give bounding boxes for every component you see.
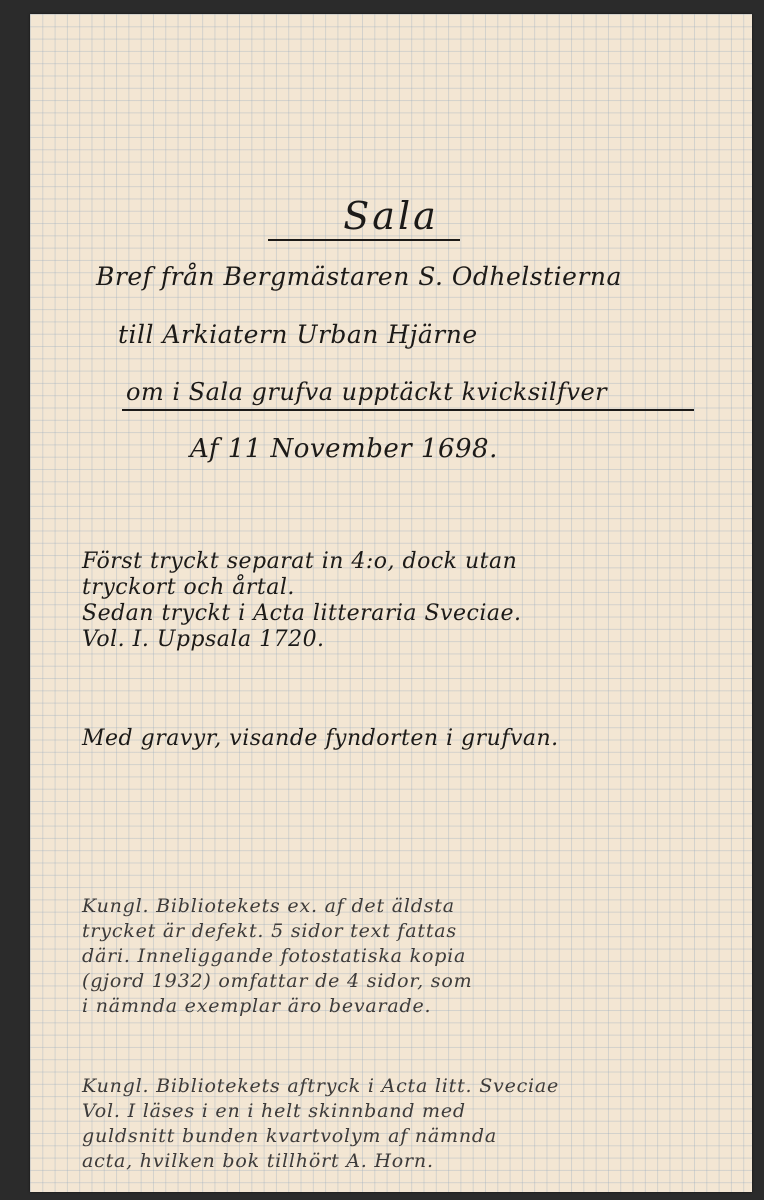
- manuscript-sheet: [30, 14, 752, 1192]
- heading-underline: [122, 409, 694, 411]
- pencil-line: acta, hvilken bok tillhört A. Horn.: [82, 1150, 434, 1172]
- pencil-line: guldsnitt bunden kvartvolym af nämnda: [82, 1125, 497, 1147]
- pencil-line: trycket är defekt. 5 sidor text fattas: [82, 920, 457, 942]
- pencil-line: däri. Inneliggande fotostatiska kopia: [82, 945, 467, 967]
- pencil-note-library-copy: [82, 894, 472, 1019]
- print-history-note: [82, 549, 522, 653]
- print-history-line: Först tryckt separat in 4:o, dock utan: [82, 549, 518, 574]
- pencil-line: Kungl. Bibliotekets aftryck i Acta litt. Sveciae: [82, 1075, 560, 1097]
- print-history-line: Sedan tryckt i Acta litteraria Sveciae.: [82, 601, 522, 626]
- heading-line-1: Bref från Bergmästaren S. Odhelstierna: [96, 262, 622, 291]
- engraving-note: Med gravyr, visande fyndorten i grufvan.: [82, 726, 559, 751]
- pencil-line: (gjord 1932) omfattar de 4 sidor, som: [82, 970, 473, 992]
- title-underline: [268, 239, 460, 241]
- letter-date: Af 11 November 1698.: [190, 434, 498, 464]
- print-history-line: Vol. I. Uppsala 1720.: [82, 627, 325, 652]
- heading-line-2: till Arkiatern Urban Hjärne: [118, 320, 478, 349]
- page-title: Sala: [343, 194, 439, 238]
- print-history-line: tryckort och årtal.: [82, 575, 295, 600]
- heading-line-3: om i Sala grufva upptäckt kvicksilfver: [126, 378, 608, 406]
- pencil-note-acta-copy: [82, 1074, 559, 1174]
- pencil-line: Kungl. Bibliotekets ex. af det äldsta: [82, 895, 455, 917]
- pencil-line: i nämnda exemplar äro bevarade.: [82, 995, 432, 1017]
- pencil-line: Vol. I läses i en i helt skinnband med: [82, 1100, 466, 1122]
